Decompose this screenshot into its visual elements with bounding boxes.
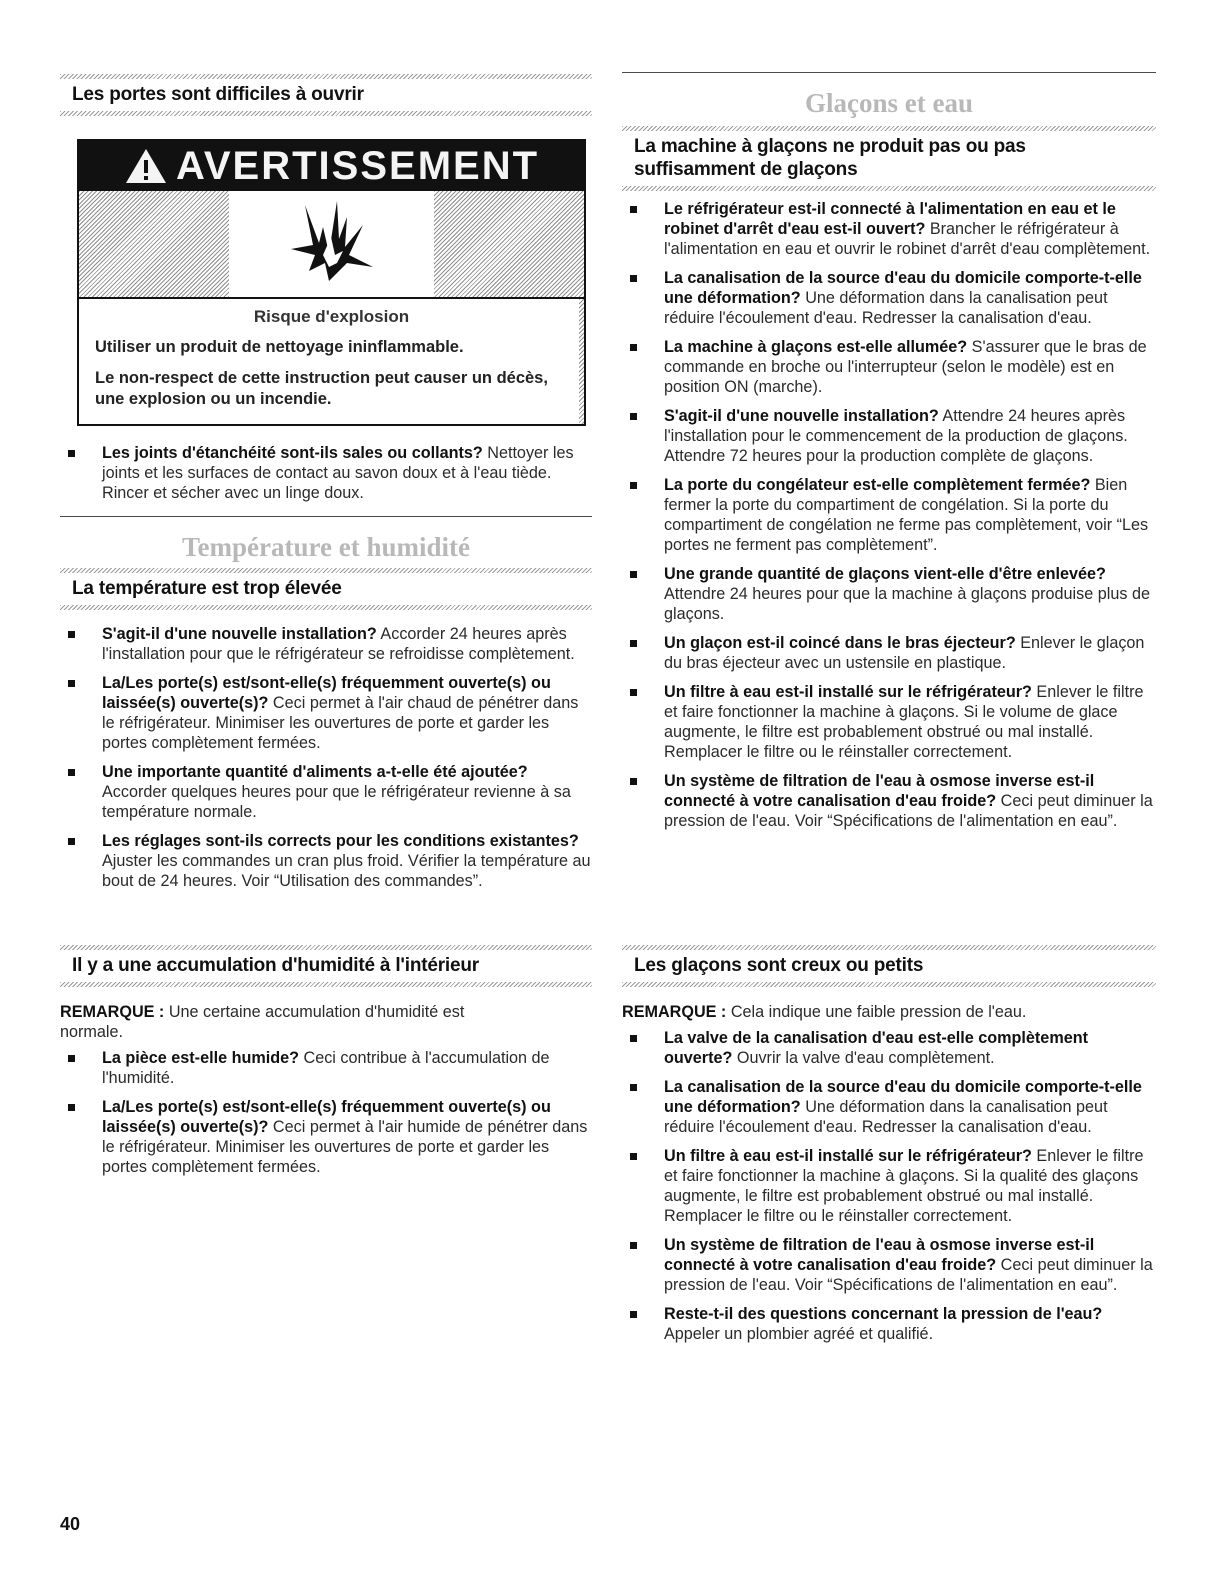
bullet-icon [630, 571, 637, 578]
question: La machine à glaçons est-elle allumée? [664, 338, 968, 356]
warning-icon-area [79, 191, 584, 299]
answer: Bien fermer la porte du compartiment de congélation. Si la porte du compartiment de congélation ne ferme pas complètement, voir “Les portes ne ferment pas complètement”. [664, 476, 1149, 554]
warning-triangle-icon [124, 147, 168, 185]
list-item [622, 771, 1156, 831]
answer: Enlever le filtre et faire fonctionner la machine à glaçons. Si le volume de glace augmente, le filtre est probablement obstrué ou mal installé. Remplacer le filtre ou le réinstaller correctement. [664, 683, 1144, 761]
warning-text-area [79, 299, 584, 424]
list-item [622, 406, 1156, 466]
bullet-icon [68, 631, 75, 638]
humidity-heading: Il y a une accumulation d'humidité à l'intérieur [72, 955, 479, 976]
temp-section-title: Température et humidité [182, 532, 470, 562]
list-item [60, 443, 592, 503]
hatch-divider [60, 605, 592, 610]
answer: Attendre 24 heures pour que la machine à glaçons produise plus de glaçons. [664, 585, 1150, 623]
list-item [60, 1048, 592, 1088]
remark [622, 1002, 1156, 1022]
answer: Attendre 24 heures après l'installation pour le commencement de la production de glaçons. Attendre 72 heures pour la production complète de glaçons. [664, 407, 1128, 465]
bullet-icon [630, 689, 637, 696]
temp-high-list [60, 624, 592, 900]
bullet-icon [630, 640, 637, 647]
bullet-icon [630, 1153, 637, 1160]
list-item [622, 682, 1156, 762]
question: La pièce est-elle humide? [102, 1049, 300, 1067]
list-item [60, 831, 592, 891]
doors-section [60, 74, 592, 116]
doors-heading: Les portes sont difficiles à ouvrir [72, 84, 364, 105]
bullet-icon [68, 680, 75, 687]
hollow-body [622, 1002, 1156, 1353]
answer: Ajuster les commandes un cran plus froid. Vérifier la température au bout de 24 heures. Voir “Utilisation des commandes”. [102, 852, 591, 890]
answer: Enlever le filtre et faire fonctionner la machine à glaçons. Si la qualité des glaçons augmente, le filtre est probablement obstrué ou mal installé. Remplacer le filtre ou le réinstaller correctement. [664, 1147, 1144, 1225]
question: Un filtre à eau est-il installé sur le réfrigérateur? [664, 683, 1032, 701]
hollow-section [622, 945, 1156, 987]
bullet-icon [630, 344, 637, 351]
remark-label: REMARQUE : [60, 1003, 165, 1021]
answer: Brancher le réfrigérateur à l'alimentation en eau et ouvrir le robinet d'arrêt d'eau complètement. [664, 220, 1151, 258]
answer: Appeler un plombier agréé et qualifié. [664, 1325, 934, 1343]
list-item [622, 199, 1156, 259]
question: La canalisation de la source d'eau du domicile comporte-t-elle une déformation? [664, 1078, 1142, 1116]
humidity-list [60, 1048, 592, 1177]
humidity-body [60, 1002, 588, 1186]
bullet-icon [68, 1104, 75, 1111]
hatch-divider [60, 982, 592, 987]
answer: Ceci permet à l'air humide de pénétrer dans le réfrigérateur. Minimiser les ouvertures de porte et garder les portes complètement fermées. [102, 1118, 588, 1176]
list-item [60, 624, 592, 664]
list-item [622, 475, 1156, 555]
answer: Accorder quelques heures pour que le réfrigérateur revienne à sa température normale. [102, 783, 571, 821]
hatch-fill [79, 191, 229, 297]
bullet-icon [630, 275, 637, 282]
list-item [622, 564, 1156, 624]
ice-maker-heading: La machine à glaçons ne produit pas ou pas suffisamment de glaçons [634, 136, 1026, 180]
remark [60, 1002, 530, 1042]
remark-label: REMARQUE : [622, 1003, 727, 1021]
warning-title: AVERTISSEMENT [175, 143, 540, 188]
list-item [622, 268, 1156, 328]
question: La valve de la canalisation d'eau est-elle complètement ouverte? [664, 1029, 1088, 1067]
answer: Une déformation dans la canalisation peut réduire l'écoulement d'eau. Redresser la canalisation d'eau. [664, 289, 1108, 327]
answer: Accorder 24 heures après l'installation pour que le réfrigérateur se refroidisse complètement. [102, 625, 575, 663]
humidity-section [60, 945, 592, 987]
hatch-divider [622, 186, 1156, 191]
question: Reste-t-il des questions concernant la pression de l'eau? [664, 1305, 1103, 1323]
remark-text: Cela indique une faible pression de l'eau. [726, 1003, 1027, 1021]
explosion-icon [285, 197, 377, 289]
section-rule [60, 516, 592, 517]
list-item [622, 1028, 1156, 1068]
page-number: 40 [60, 1514, 81, 1534]
bullet-icon [630, 1311, 637, 1318]
list-item [622, 1146, 1156, 1226]
section-rule [622, 72, 1156, 73]
ice-maker-list [622, 199, 1156, 840]
list-item [622, 337, 1156, 397]
bullet-icon [68, 838, 75, 845]
bullet-icon [68, 450, 75, 457]
question: Le réfrigérateur est-il connecté à l'alimentation en eau et le robinet d'arrêt d'eau est-il ouvert? [664, 200, 1116, 238]
bullet-icon [68, 769, 75, 776]
hazard-label: Risque d'explosion [253, 307, 410, 326]
question: S'agit-il d'une nouvelle installation? [664, 407, 939, 425]
question: Les joints d'étanchéité sont-ils sales ou collants? [102, 444, 483, 462]
list-item [622, 1235, 1156, 1295]
ice-section-header [622, 72, 1156, 119]
hollow-heading: Les glaçons sont creux ou petits [634, 955, 924, 976]
question: Un glaçon est-il coincé dans le bras éjecteur? [664, 634, 1016, 652]
answer: Nettoyer les joints et les surfaces de contact au savon doux et à l'eau tiède. Rincer et sécher avec un linge doux. [102, 444, 574, 502]
list-item [622, 633, 1156, 673]
hatch-divider [60, 111, 592, 116]
hollow-list [622, 1028, 1156, 1344]
bullet-icon [68, 1055, 75, 1062]
question: Les réglages sont-ils corrects pour les conditions existantes? [102, 832, 579, 850]
answer: S'assurer que le bras de commande en broche ou l'interrupteur (selon le modèle) est en position ON (marche). [664, 338, 1147, 396]
temp-high-heading: La température est trop élevée [72, 578, 342, 599]
question: Un système de filtration de l'eau à osmose inverse est-il connecté à votre canalisation d'eau froide? [664, 1236, 1095, 1274]
answer: Ceci peut diminuer la pression de l'eau. Voir “Spécifications de l'alimentation en eau”. [664, 792, 1153, 830]
hatch-divider [622, 982, 1156, 987]
temp-section-header [60, 516, 592, 563]
answer: Ceci permet à l'air chaud de pénétrer dans le réfrigérateur. Minimiser les ouvertures de porte et garder les portes complètement fermées. [102, 694, 579, 752]
bullet-icon [630, 206, 637, 213]
question: La canalisation de la source d'eau du domicile comporte-t-elle une déformation? [664, 269, 1142, 307]
list-item [60, 673, 592, 753]
list-item [60, 1097, 592, 1177]
bullet-icon [630, 482, 637, 489]
bullet-icon [630, 1035, 637, 1042]
question: La/Les porte(s) est/sont-elle(s) fréquemment ouverte(s) ou laissée(s) ouverte(s)? [102, 674, 551, 712]
answer: Une déformation dans la canalisation peut réduire l'écoulement d'eau. Redresser la canalisation d'eau. [664, 1098, 1108, 1136]
warning-line-2: Le non-respect de cette instruction peut causer un décès, une explosion ou un incendie. [95, 369, 548, 408]
answer: Ceci peut diminuer la pression de l'eau. Voir “Spécifications de l'alimentation en eau”. [664, 1256, 1153, 1294]
warning-box [77, 139, 586, 426]
question: S'agit-il d'une nouvelle installation? [102, 625, 377, 643]
bullet-icon [630, 413, 637, 420]
doors-list [60, 443, 592, 512]
ice-maker-section [622, 126, 1156, 191]
question: Une importante quantité d'aliments a-t-elle été ajoutée? [102, 763, 528, 781]
warning-banner [79, 141, 584, 191]
hatch-fill [434, 191, 584, 297]
question: Une grande quantité de glaçons vient-elle d'être enlevée? [664, 565, 1106, 583]
temp-high-section [60, 568, 592, 610]
hatch-fill [579, 299, 584, 424]
list-item [622, 1077, 1156, 1137]
bullet-icon [630, 778, 637, 785]
bullet-icon [630, 1242, 637, 1249]
question: Un système de filtration de l'eau à osmose inverse est-il connecté à votre canalisation d'eau froide? [664, 772, 1095, 810]
list-item [60, 762, 592, 822]
bullet-icon [630, 1084, 637, 1091]
answer: Ceci contribue à l'accumulation de l'humidité. [102, 1049, 550, 1087]
question: La/Les porte(s) est/sont-elle(s) fréquemment ouverte(s) ou laissée(s) ouverte(s)? [102, 1098, 551, 1136]
answer: Enlever le glaçon du bras éjecteur avec un ustensile en plastique. [664, 634, 1145, 672]
warning-line-1: Utiliser un produit de nettoyage ininflammable. [95, 338, 464, 356]
list-item [622, 1304, 1156, 1344]
ice-section-title: Glaçons et eau [805, 88, 973, 118]
question: Un filtre à eau est-il installé sur le réfrigérateur? [664, 1147, 1032, 1165]
question: La porte du congélateur est-elle complètement fermée? [664, 476, 1091, 494]
remark-text: Une certaine accumulation d'humidité est normale. [60, 1003, 465, 1041]
answer: Ouvrir la valve d'eau complètement. [732, 1049, 995, 1067]
